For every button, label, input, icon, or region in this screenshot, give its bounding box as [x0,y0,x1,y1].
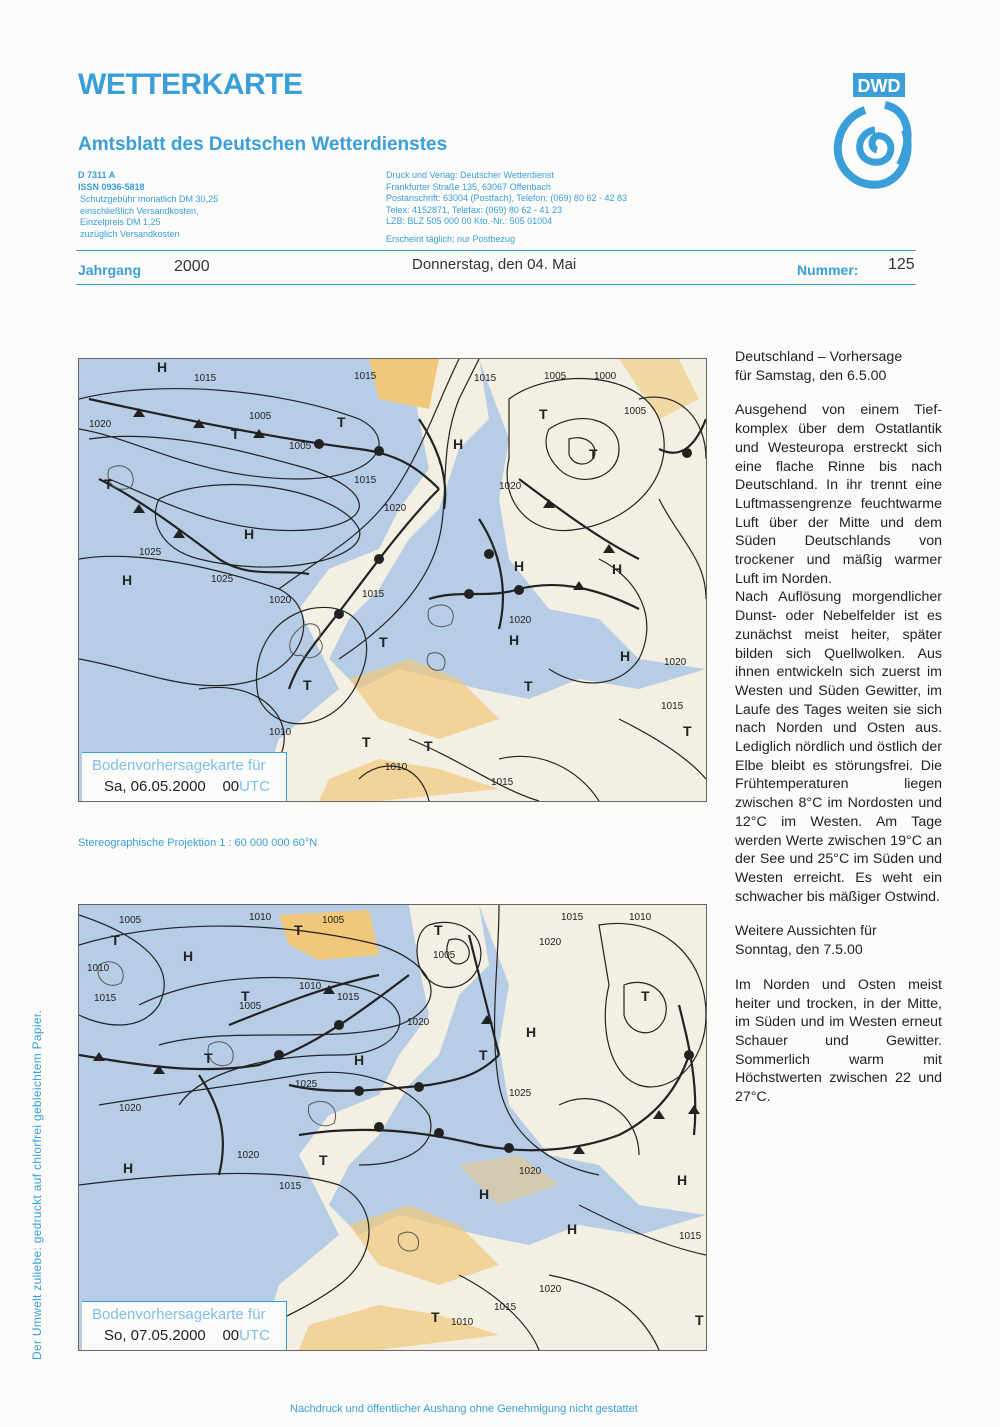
low-pressure-label: T [683,723,692,739]
low-pressure-label: T [294,922,303,938]
forecast-heading-line: für Samstag, den 6.5.00 [735,367,887,384]
isobar-label: 1015 [194,373,217,384]
isobar-label: 1020 [519,1166,542,1177]
nummer-label: Nummer: [797,262,859,278]
fee-line: zuzüglich Versandkosten [80,228,180,239]
low-pressure-label: T [231,426,240,442]
isobar-label: 1015 [494,1302,517,1313]
outlook-paragraph: Im Norden und Osten meist heiter und trocken, in der Mitte, im Süden und im Westen erneut Schauer und Gewitter. Sommerlich warm mit Höchstwerten zwischen 22 und 27°C. [735,976,942,1106]
forecast-map-saturday [78,358,707,802]
map-date: So, 07.05.2000 [104,1327,206,1344]
isobar-label: 1015 [354,475,377,486]
map-time: 00 [222,1327,240,1344]
isobar-label: 1020 [499,481,522,492]
land-greenland-ice [369,359,439,409]
isobar-label: 1000 [594,371,617,382]
high-pressure-label: H [244,526,255,542]
forecast-paragraph: Nach Auflösung morgendlicher Dunst- oder Nebelfelder ist es zunächst meist heiter, später bilden sich Quellwolken. Aus ihnen entwickeln sich zuerst im Westen und Süden Gewitter, im Laufe des Tages weiten sie sich nach Norden und Osten aus. Lediglich nördlich und östlich der Elbe bleibt es störungsfrei. Die Frühtemperaturen liegen zwischen 8°C im Nordosten und 12°C im Westen. Am Tage werden Werte zwischen 19°C an der See und 25°C im Süden und Westen erreicht. Es weht ein schwacher bis mäßiger Ostwind. [735,589,942,905]
forecast-heading [735,348,942,385]
high-pressure-label: H [509,632,520,648]
high-pressure-label: H [122,572,133,588]
map-drawing [79,905,706,1350]
low-pressure-label: T [434,922,443,938]
map-drawing [79,359,706,801]
high-pressure-label: H [677,1172,688,1188]
isobar-label: 1010 [385,762,408,773]
low-pressure-label: T [337,414,346,430]
high-pressure-label: H [123,1160,134,1176]
isobar-label: 1005 [433,950,456,961]
fee-line: Schutzgebühr monatlich DM 30,25 [80,194,219,204]
issue-date: Donnerstag, den 04. Mai [412,256,577,273]
isobar-label: 1005 [322,915,345,926]
high-pressure-label: H [567,1221,578,1237]
high-pressure-label: H [354,1052,365,1068]
low-pressure-label: T [204,1050,213,1066]
high-pressure-label: H [620,648,631,664]
isobar-label: 1025 [139,547,162,558]
publisher-line: Postanschrift: 63004 (Postfach), Telefon: (069) 80 62 - 42 83 [386,193,627,203]
publisher-line: Frankfurter Straße 135, 63067 Offenbach [386,181,551,192]
outlook-heading [735,922,942,959]
low-pressure-label: T [111,932,120,948]
isobar-label: 1015 [561,912,584,923]
isobar-label: 1015 [661,701,684,712]
low-pressure-label: T [379,634,388,650]
isobar-label: 1015 [354,371,377,382]
isobar-label: 1005 [119,915,142,926]
map-utc: UTC [239,1327,270,1344]
isobar-label: 1010 [249,912,272,923]
header-rule-bottom [76,284,916,285]
forecast-text [735,348,942,1123]
isobar-label: 1015 [474,373,497,384]
high-pressure-label: H [157,359,168,375]
low-pressure-label: T [479,1047,488,1063]
publisher-info [386,170,627,228]
fee-line: einschließlich Versandkosten, [80,205,199,216]
isobar-label: 1010 [269,727,292,738]
publication-frequency: Erscheint täglich; nur Postbezug [386,234,516,244]
map-caption-date [104,778,270,795]
jahrgang-value: 2000 [174,258,210,275]
isobar-label: 1015 [337,992,360,1003]
isobar-label: 1005 [249,411,272,422]
outlook-heading-line: Weitere Aussichten für [735,923,877,940]
footer-note: Nachdruck und öffentlicher Aushang ohne Genehmigung nicht gestattet [290,1403,638,1415]
page-title: WETTERKARTE [78,68,303,101]
shower-areas [108,466,453,671]
forecast-paragraph: Ausgehend von einem Tiefkomplex über dem Ostatlantik und Westeuropa erstreckt sich eine flache Rinne bis nach Deutschland. In ihr trennt eine Luftmassengrenze feuchtwarme Luft über der Mitte und dem Süden Deutschlands von trockener und mäßig warmer Luft im Norden. [735,402,942,587]
isobar-label: 1020 [119,1103,142,1114]
low-pressure-label: T [104,476,113,492]
outlook-heading-line: Sonntag, den 7.5.00 [735,942,863,959]
page-subtitle: Amtsblatt des Deutschen Wetterdienstes [78,134,448,155]
high-pressure-label: H [514,558,525,574]
high-pressure-label: H [612,561,623,577]
isobar-label: 1010 [451,1317,474,1328]
low-pressure-label: T [695,1312,704,1328]
low-pressure-label: T [589,446,598,462]
isobar-label: 1005 [289,441,312,452]
isobar-label: 1025 [295,1079,318,1090]
isobar-label: 1005 [239,1001,262,1012]
high-pressure-label: H [479,1186,490,1202]
isobar-label: 1025 [211,574,234,585]
low-pressure-label: T [539,406,548,422]
high-pressure-label: H [453,436,464,452]
isobar-label: 1020 [89,419,112,430]
isobar-label: 1015 [491,777,514,788]
isobar-label: 1015 [279,1181,302,1192]
isobar-label: 1020 [509,615,532,626]
forecast-heading-line: Deutschland – Vorhersage [735,349,903,365]
isobar-label: 1020 [539,937,562,948]
environment-note: Der Umwelt zuliebe: gedruckt auf chlorfrei gebleichtem Papier. [30,1009,44,1360]
map-time: 00 [222,778,240,795]
dwd-logo [815,70,915,195]
fee-info [80,194,218,240]
isobar-label: 1020 [269,595,292,606]
projection-note: Stereographische Projektion 1 : 60 000 000 60°N [78,837,318,849]
high-pressure-label: H [526,1024,537,1040]
low-pressure-label: T [524,678,533,694]
logo-text: DWD [857,76,901,96]
jahrgang-label: Jahrgang [78,262,142,278]
isobar-label: 1010 [629,912,652,923]
map-caption-title: Bodenvorhersagekarte für [92,757,266,774]
isobar-label: 1020 [407,1017,430,1028]
publisher-line: Druck und Verlag: Deutscher Wetterdienst [386,170,554,180]
map-date: Sa, 06.05.2000 [104,778,206,795]
isobar-label: 1025 [509,1088,532,1099]
publisher-line: Telex: 4152871, Telefax: (069) 80 62 - 41 23 [386,204,562,215]
low-pressure-label: T [241,988,250,1004]
low-pressure-label: T [431,1309,440,1325]
nummer-value: 125 [888,256,915,273]
low-pressure-label: T [319,1152,328,1168]
publication-codes [78,170,145,193]
isobar-label: 1020 [237,1150,260,1161]
low-pressure-label: T [424,738,433,754]
fee-line: Einzelpreis DM 1,25 [80,217,161,227]
map-utc: UTC [239,778,270,795]
isobar-label: 1015 [362,589,385,600]
map-caption [82,752,287,801]
isobar-label: 1015 [679,1231,702,1242]
isobar-label: 1010 [87,963,110,974]
high-pressure-label: H [183,948,194,964]
isobar-label: 1020 [539,1284,562,1295]
isobar-label: 1010 [299,981,322,992]
isobar-label: 1005 [544,371,567,382]
low-pressure-label: T [362,734,371,750]
publication-code: D 7311 A [78,170,116,180]
map-caption [82,1301,287,1350]
issn: ISSN 0936-5818 [78,181,145,192]
logo-swirl-inner [860,130,891,162]
map-caption-title: Bodenvorhersagekarte für [92,1306,266,1323]
low-pressure-label: T [641,988,650,1004]
isobar-label: 1020 [384,503,407,514]
publisher-line: LZB: BLZ 505 000 00 Kto.-Nr.: 505 01004 [386,216,553,226]
forecast-map-sunday [78,904,707,1351]
isobar-label: 1020 [664,657,687,668]
header-rule-top [76,250,916,251]
isobar-label: 1005 [624,406,647,417]
low-pressure-label: T [303,677,312,693]
map-caption-date [104,1327,270,1344]
isobar-label: 1015 [94,993,117,1004]
terrain-central-europe [459,1155,559,1205]
